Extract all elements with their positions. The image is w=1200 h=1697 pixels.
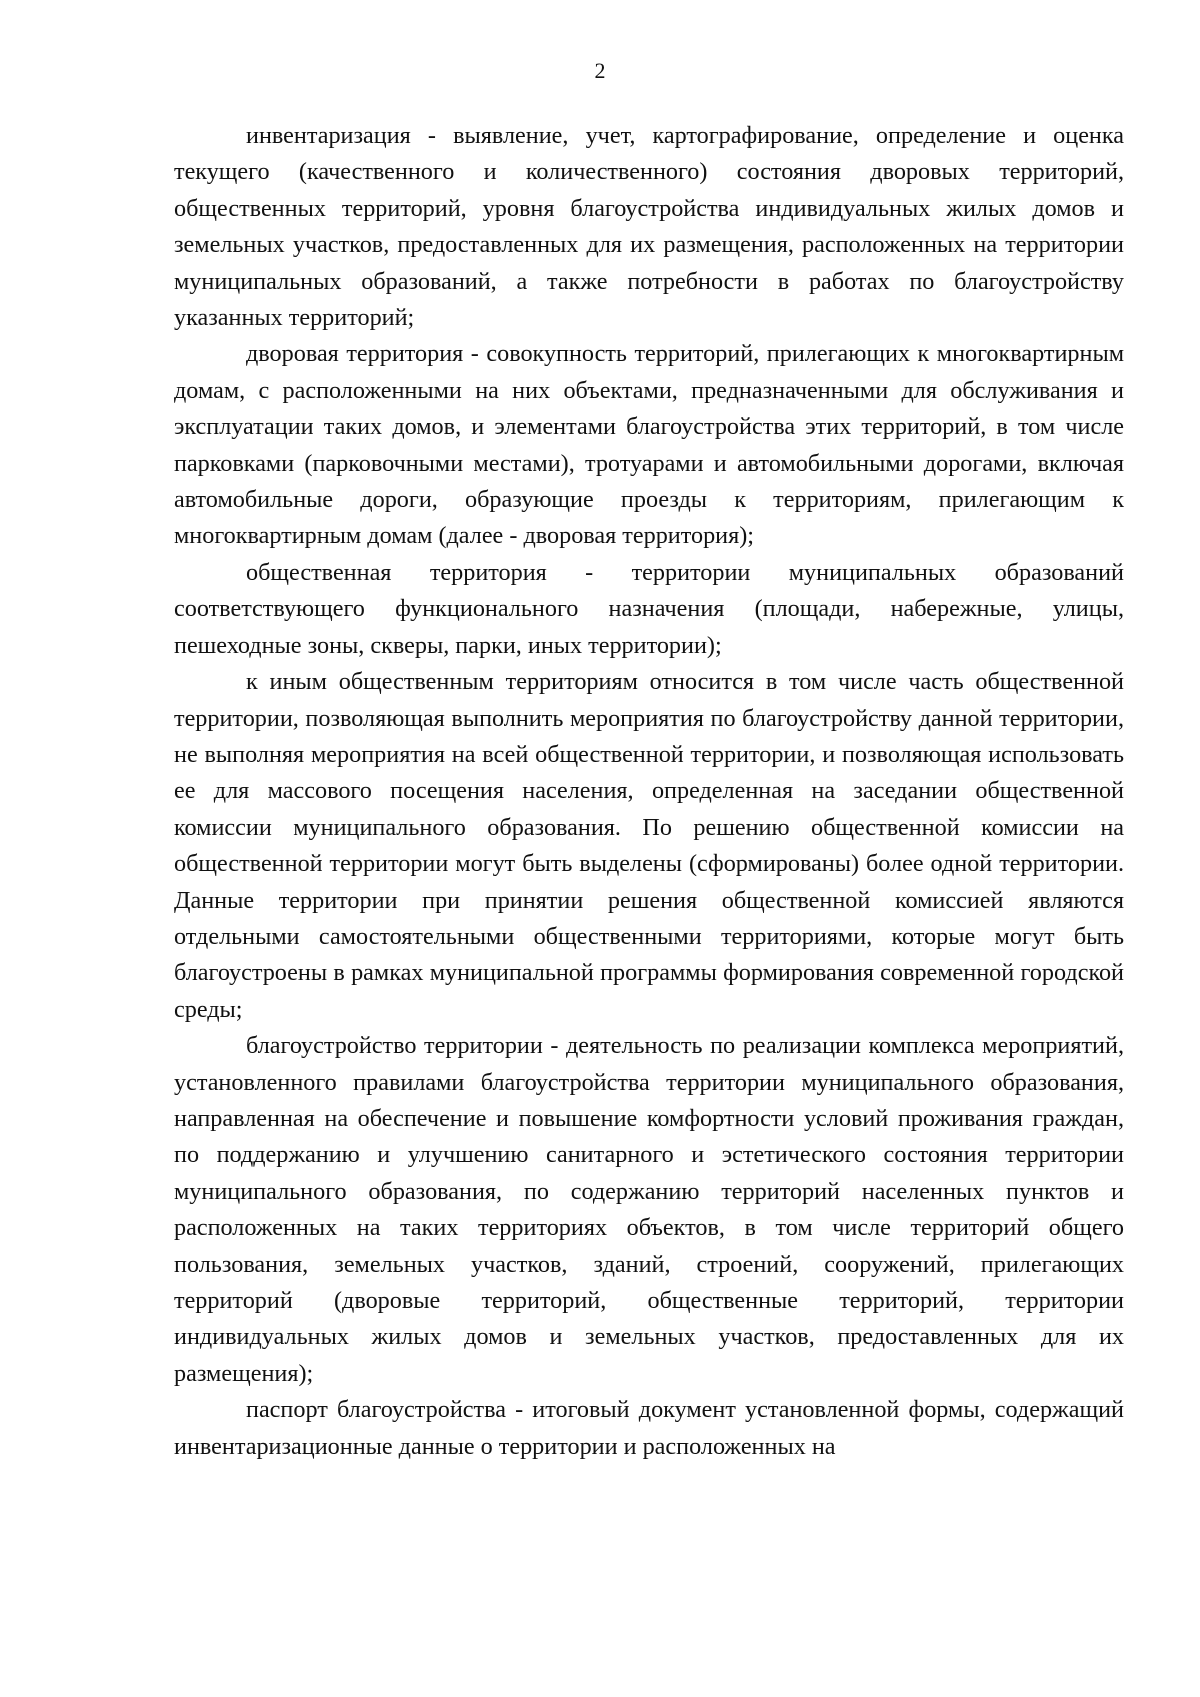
paragraph-courtyard-territory-definition: дворовая территория - совокупность территорий, прилегающих к многоквартирным домам, с расположенными на них объектами, предназначенными для обслуживания и эксплуатации таких домов, и элементами благоустройства этих территорий, в том числе парковками (парковочными местами), тротуарами и автомобильными дорогами, включая автомобильные дороги, образующие проезды к территориям, прилегающим к многоквартирным домам (далее - дворовая территория); — [174, 340, 1124, 550]
page-number: 2 — [594, 58, 606, 83]
paragraph-other-public-territories: к иным общественным территориям относится в том числе часть общественной территории, позволяющая выполнить мероприятия по благоустройству данной территории, не выполняя мероприятия на всей общественной территории, и позволяющая использовать ее для массового посещения населения, определенная на заседании общественной комиссии муниципального образования. По решению общественной комиссии на общественной территории могут быть выделены (сформированы) более одной территории. Данные территории при принятии решения общественной комиссией являются отдельными самостоятельными общественными территориями, которые могут быть благоустроены в рамках муниципальной программы формирования современной городской среды; — [174, 668, 1124, 1023]
paragraph-improvement-passport-definition: паспорт благоустройства - итоговый документ установленной формы, содержащий инвентаризационные данные о территории и расположенных на — [174, 1396, 1124, 1460]
document-body — [174, 118, 1124, 1465]
paragraph-inventory-definition: инвентаризация - выявление, учет, картографирование, определение и оценка текущего (качественного и количественного) состояния дворовых территорий, общественных территорий, уровня благоустройства индивидуальных жилых домов и земельных участков, предоставленных для их размещения, расположенных на территории муниципальных образований, а также потребности в работах по благоустройству указанных территорий; — [174, 122, 1124, 332]
paragraph-territory-improvement-definition: благоустройство территории - деятельность по реализации комплекса мероприятий, установленного правилами благоустройства территории муниципального образования, направленная на обеспечение и повышение комфортности условий проживания граждан, по поддержанию и улучшению санитарного и эстетического состояния территории муниципального образования, по содержанию территорий населенных пунктов и расположенных на таких территориях объектов, в том числе территорий общего пользования, земельных участков, зданий, строений, сооружений, прилегающих территорий (дворовые территорий, общественные территорий, территории индивидуальных жилых домов и земельных участков, предоставленных для их размещения); — [174, 1032, 1124, 1387]
paragraph-public-territory-definition: общественная территория - территории муниципальных образований соответствующего функционального назначения (площади, набережные, улицы, пешеходные зоны, скверы, парки, иных территории); — [174, 558, 1124, 659]
